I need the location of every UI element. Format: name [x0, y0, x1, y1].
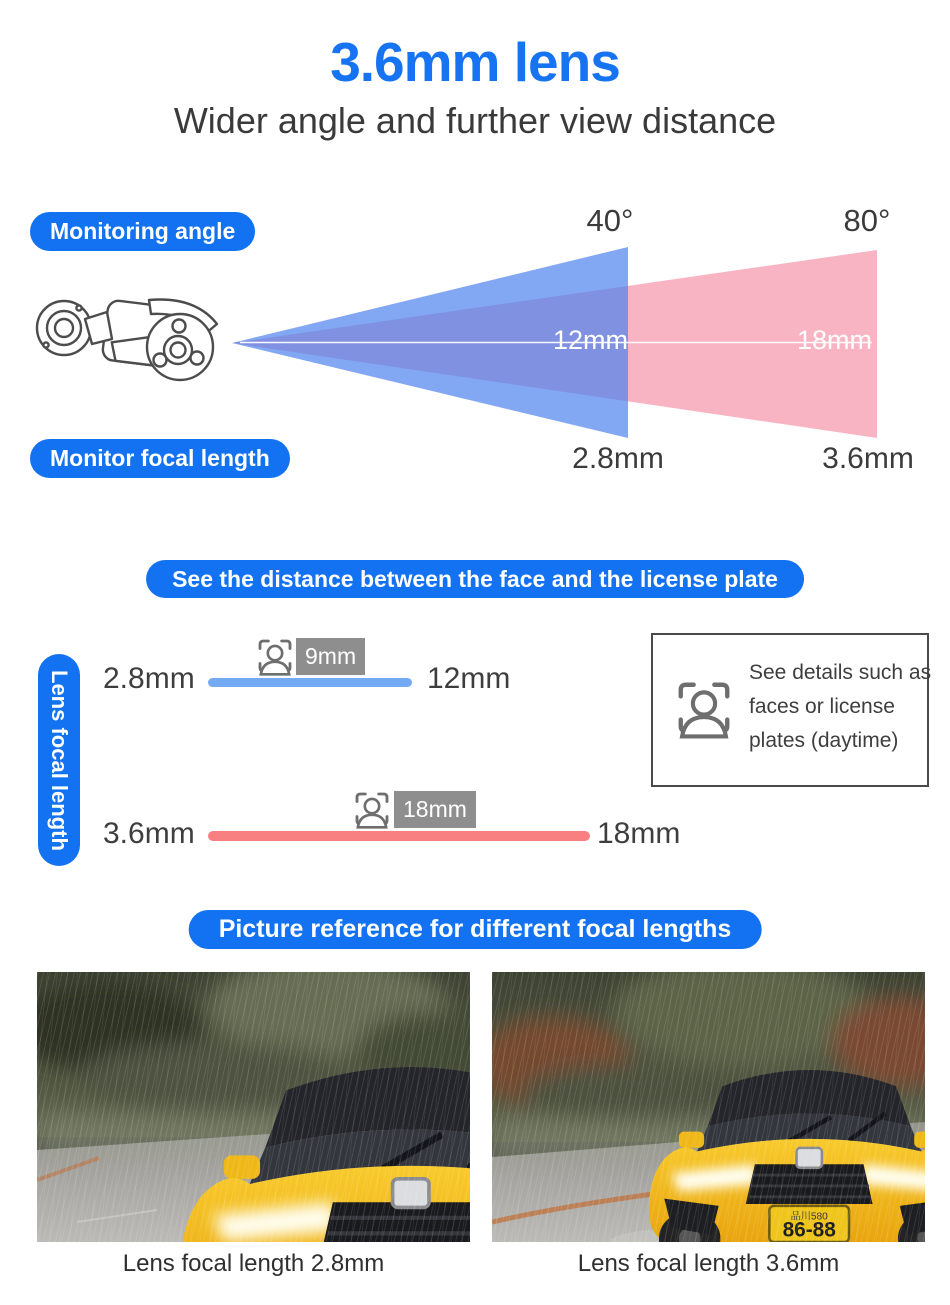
blue-cone-range-label: 12mm [552, 325, 628, 355]
info-line-2: faces or license [749, 695, 895, 718]
info-box-text [749, 656, 931, 758]
caption-2-8mm: Lens focal length 2.8mm [122, 1250, 385, 1277]
row2-range-bar [208, 831, 590, 841]
row1-lens-label: 2.8mm [103, 662, 195, 695]
row1-distance-badge: 9mm [296, 638, 365, 675]
row2-lens-label: 3.6mm [103, 817, 195, 850]
row2-distance-badge: 18mm [394, 791, 476, 828]
caption-3-6mm: Lens focal length 3.6mm [577, 1250, 840, 1277]
row2-end-label: 18mm [597, 817, 681, 850]
pink-cone-lens-label: 3.6mm [822, 442, 914, 475]
info-line-3: plates (daytime) [749, 729, 899, 752]
blue-cone-lens-label: 2.8mm [572, 442, 664, 475]
lens-focal-length-pill [38, 654, 80, 866]
photo-3-6mm-scene [492, 972, 925, 1242]
face-detect-icon [255, 636, 295, 676]
row1-range-bar [208, 678, 412, 687]
picture-section-pill: Picture reference for different focal lengths [189, 910, 762, 949]
face-detect-icon [352, 789, 392, 829]
monitor-focal-length-pill: Monitor focal length [30, 439, 290, 478]
pink-cone-angle-label: 80° [843, 203, 891, 238]
lens-focal-length-pill-label: Lens focal length [47, 669, 72, 851]
page-subtitle: Wider angle and further view distance [173, 100, 777, 141]
photo-2-8mm-scene [37, 972, 470, 1242]
row1-end-label: 12mm [427, 662, 511, 695]
blue-cone-angle-label: 40° [586, 203, 634, 238]
photo-3-6mm [492, 972, 925, 1242]
info-line-1: See details such as [749, 661, 932, 684]
distance-section-pill: See the distance between the face and the license plate [146, 560, 804, 598]
pink-cone-range-label: 18mm [796, 325, 872, 355]
detail-info-box [651, 633, 932, 787]
monitoring-angle-pill: Monitoring angle [30, 212, 255, 251]
photo-2-8mm [37, 972, 470, 1242]
page-title: 3.6mm lens [330, 31, 620, 93]
face-detect-icon [673, 677, 735, 739]
